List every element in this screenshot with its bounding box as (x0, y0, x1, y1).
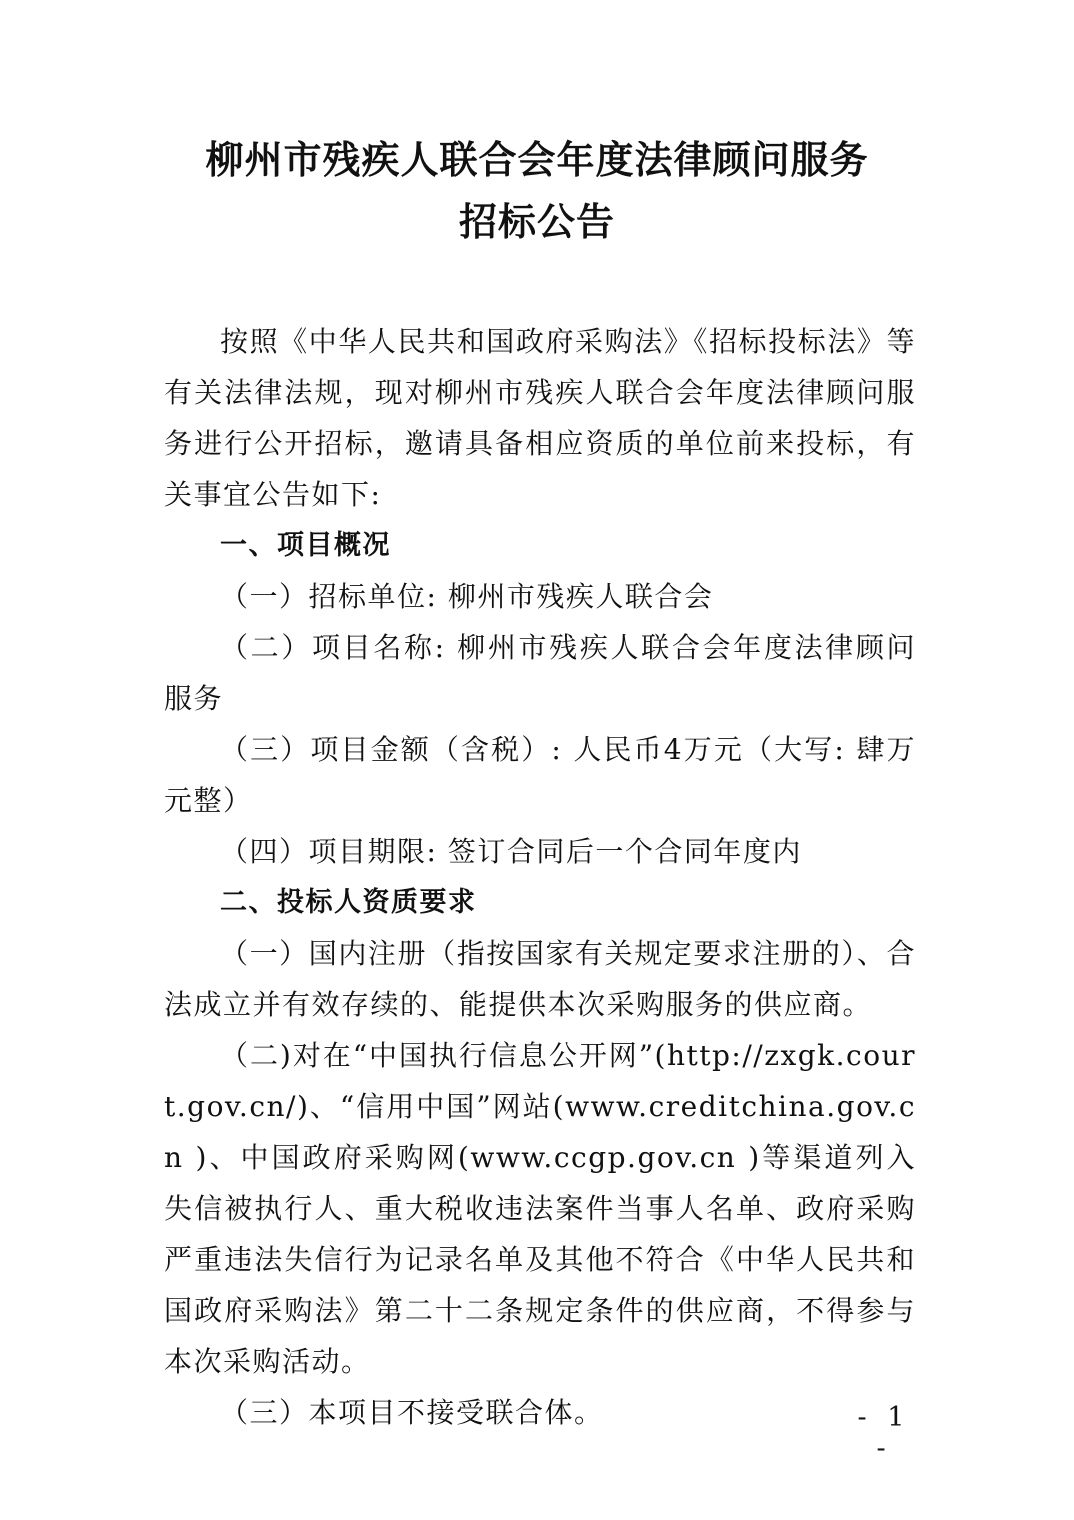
item-credit-record: （二)对在“中国执行信息公开网”(http://zxgk.court.gov.cn/)、“信用中国”网站(www.creditchina.gov.cn )、中国政府采购网(www.ccgp.gov.cn )等渠道列入失信被执行人、重大税收违法案件当事人名单、政府采购严重违法失信行为记录名单及其他不符合《中华人民共和国政府采购法》第二十二条规定条件的供应商，不得参与本次采购活动。 (164, 1039, 916, 1378)
item-domestic-registration: （一）国内注册（指按国家有关规定要求注册的）、合法成立并有效存续的、能提供本次采购服务的供应商。 (164, 937, 916, 1021)
section-heading-project-overview: 一、项目概况 (220, 530, 391, 561)
document-body (164, 316, 916, 1438)
page-number: - 1 - (857, 1402, 911, 1464)
section-heading-qualifications: 二、投标人资质要求 (220, 887, 477, 918)
item-project-amount: （三）项目金额（含税）: 人民币4万元（大写: 肆万元整） (164, 733, 916, 817)
intro-paragraph: 按照《中华人民共和国政府采购法》《招标投标法》等有关法律法规，现对柳州市残疾人联合会年度法律顾问服务进行公开招标，邀请具备相应资质的单位前来投标，有关事宜公告如下: (164, 325, 916, 511)
item-project-period: （四）项目期限: 签订合同后一个合同年度内 (220, 835, 802, 868)
document-title-line2: 招标公告 (458, 200, 615, 244)
item-tender-unit: （一）招标单位: 柳州市残疾人联合会 (220, 580, 714, 613)
document-title-line1: 柳州市残疾人联合会年度法律顾问服务 (205, 138, 869, 182)
item-project-name: （二）项目名称: 柳州市残疾人联合会年度法律顾问服务 (164, 631, 916, 715)
item-no-consortium: （三）本项目不接受联合体。 (220, 1396, 604, 1429)
